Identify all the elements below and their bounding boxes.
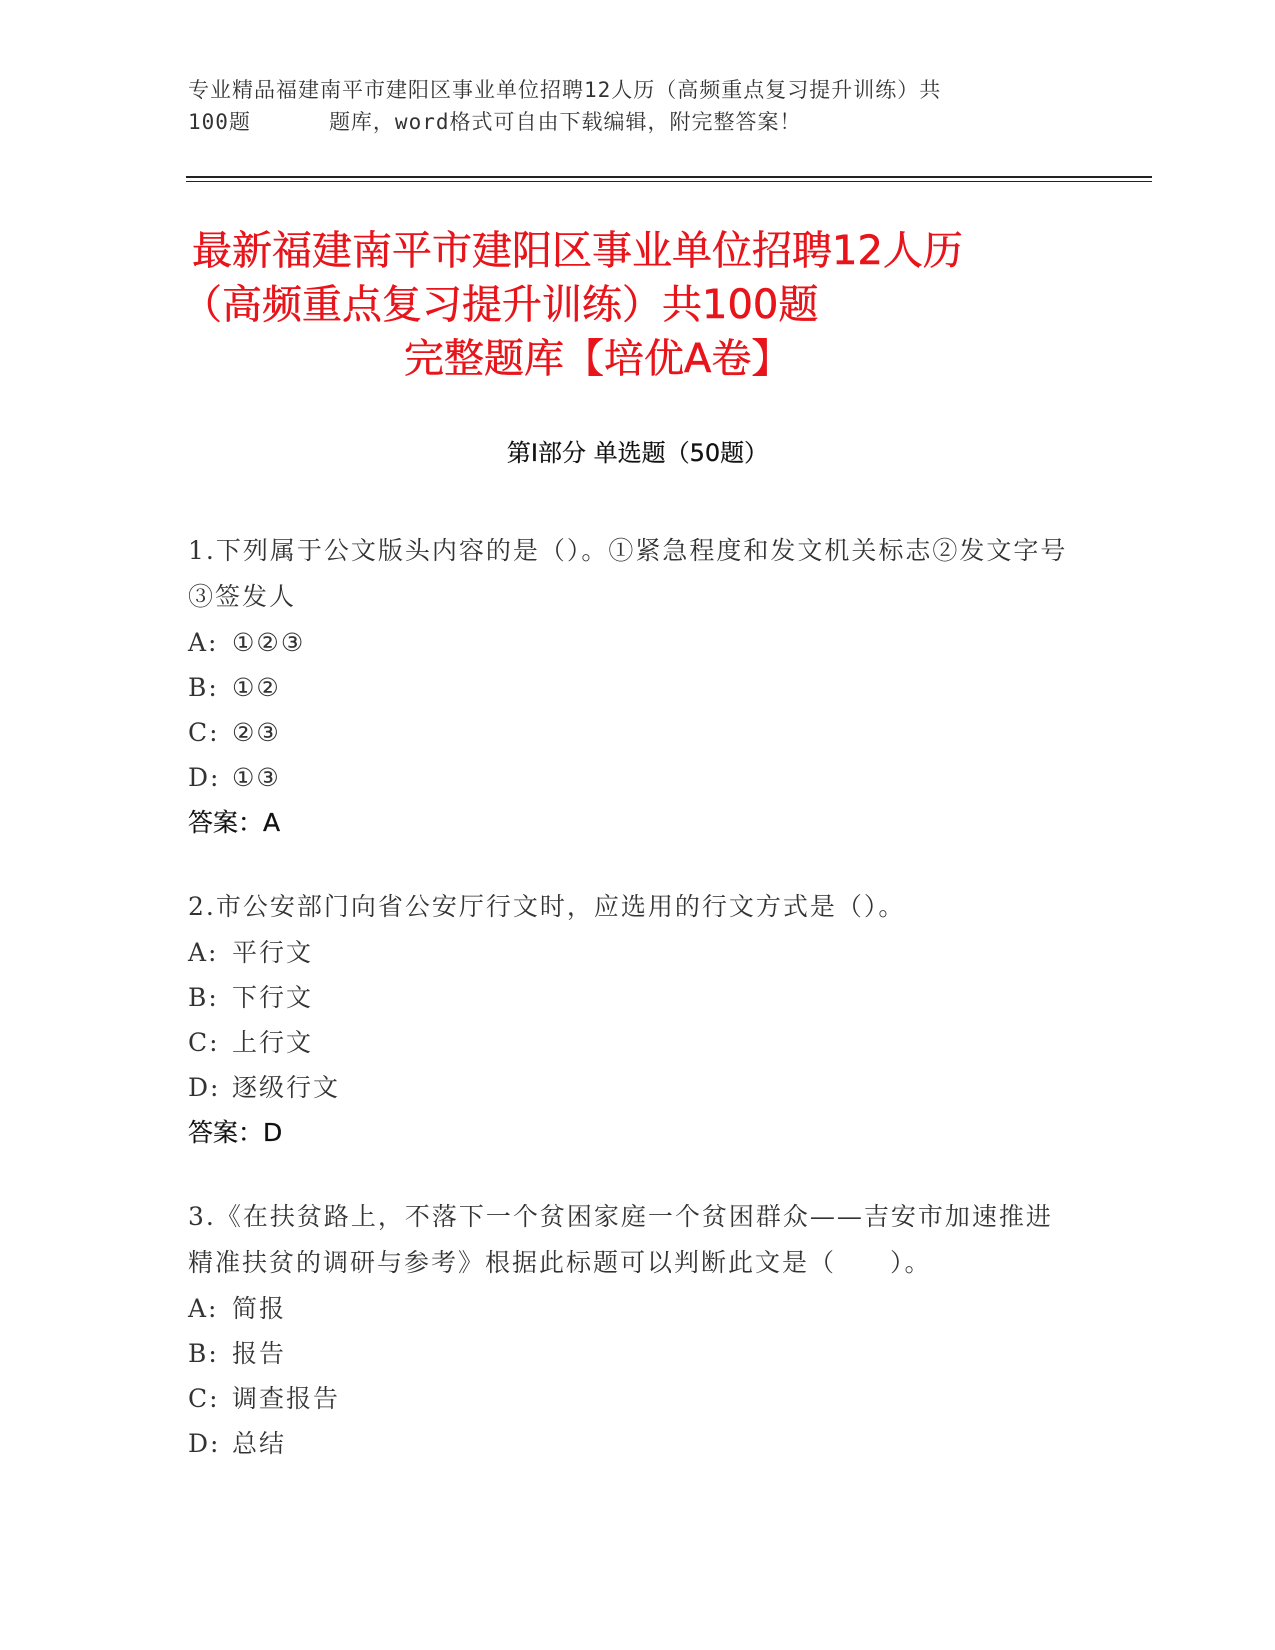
option-d — [188, 755, 1068, 800]
question-3 — [188, 1194, 1068, 1466]
section-title: 第I部分 单选题（50题） — [506, 439, 769, 467]
document-title-line3: 完整题库【培优A卷】 — [404, 336, 792, 382]
option-text: 调查报告 — [232, 1384, 341, 1413]
option-text: ①② — [232, 673, 281, 702]
option-letter: C: — [188, 1384, 220, 1413]
option-text: 总结 — [232, 1429, 287, 1458]
question-2 — [188, 884, 1068, 1156]
option-text: ①③ — [232, 763, 281, 792]
option-letter: C: — [188, 718, 220, 747]
option-text: 简报 — [232, 1294, 287, 1323]
option-text: 平行文 — [232, 938, 314, 967]
option-text: 下行文 — [232, 983, 314, 1012]
option-a — [188, 930, 1068, 975]
option-a — [188, 1286, 1068, 1331]
option-letter: A: — [188, 938, 219, 967]
option-letter: B: — [188, 983, 219, 1012]
option-d — [188, 1065, 1068, 1110]
header-note — [188, 74, 1088, 138]
option-a — [188, 620, 1068, 665]
option-text: 报告 — [232, 1339, 287, 1368]
document-title-line1: 最新福建南平市建阳区事业单位招聘12人历 — [192, 228, 963, 274]
question-1 — [188, 528, 1068, 846]
option-text: 逐级行文 — [232, 1073, 341, 1102]
option-letter: A: — [188, 1294, 219, 1323]
question-list — [188, 528, 1068, 1504]
question-stem: 3.《在扶贫路上，不落下一个贫困家庭一个贫困群众——吉安市加速推进精准扶贫的调研与参考》根据此标题可以判断此文是（ ）。 — [188, 1202, 1053, 1277]
option-c — [188, 1020, 1068, 1065]
option-text: ①②③ — [232, 628, 306, 657]
option-text: 上行文 — [232, 1028, 314, 1057]
question-stem: 1.下列属于公文版头内容的是（）。①紧急程度和发文机关标志②发文字号③签发人 — [188, 536, 1068, 611]
option-c — [188, 1376, 1068, 1421]
header-rule-thick — [186, 176, 1152, 178]
option-letter: B: — [188, 673, 219, 702]
option-letter: D: — [188, 1429, 221, 1458]
option-letter: D: — [188, 763, 221, 792]
option-letter: D: — [188, 1073, 221, 1102]
option-text: ②③ — [232, 718, 281, 747]
question-stem: 2.市公安部门向省公安厅行文时，应选用的行文方式是（）。 — [188, 892, 906, 921]
document-title — [160, 224, 1120, 386]
option-letter: B: — [188, 1339, 219, 1368]
option-b — [188, 1331, 1068, 1376]
option-d — [188, 1421, 1068, 1466]
option-b — [188, 975, 1068, 1020]
header-note-count: 100题 — [188, 110, 251, 134]
option-letter: A: — [188, 628, 219, 657]
header-note-line1: 专业精品福建南平市建阳区事业单位招聘12人历（高频重点复习提升训练）共 — [188, 78, 942, 102]
answer: 答案：A — [188, 808, 281, 837]
answer: 答案：D — [188, 1118, 283, 1147]
option-b — [188, 665, 1068, 710]
option-c — [188, 710, 1068, 755]
header-note-desc: 题库，word格式可自由下载编辑，附完整答案！ — [328, 110, 802, 134]
header-note-line2 — [188, 106, 1088, 138]
header-rule-thin — [186, 181, 1152, 182]
document-title-line2: （高频重点复习提升训练）共100题 — [182, 282, 819, 328]
option-letter: C: — [188, 1028, 220, 1057]
